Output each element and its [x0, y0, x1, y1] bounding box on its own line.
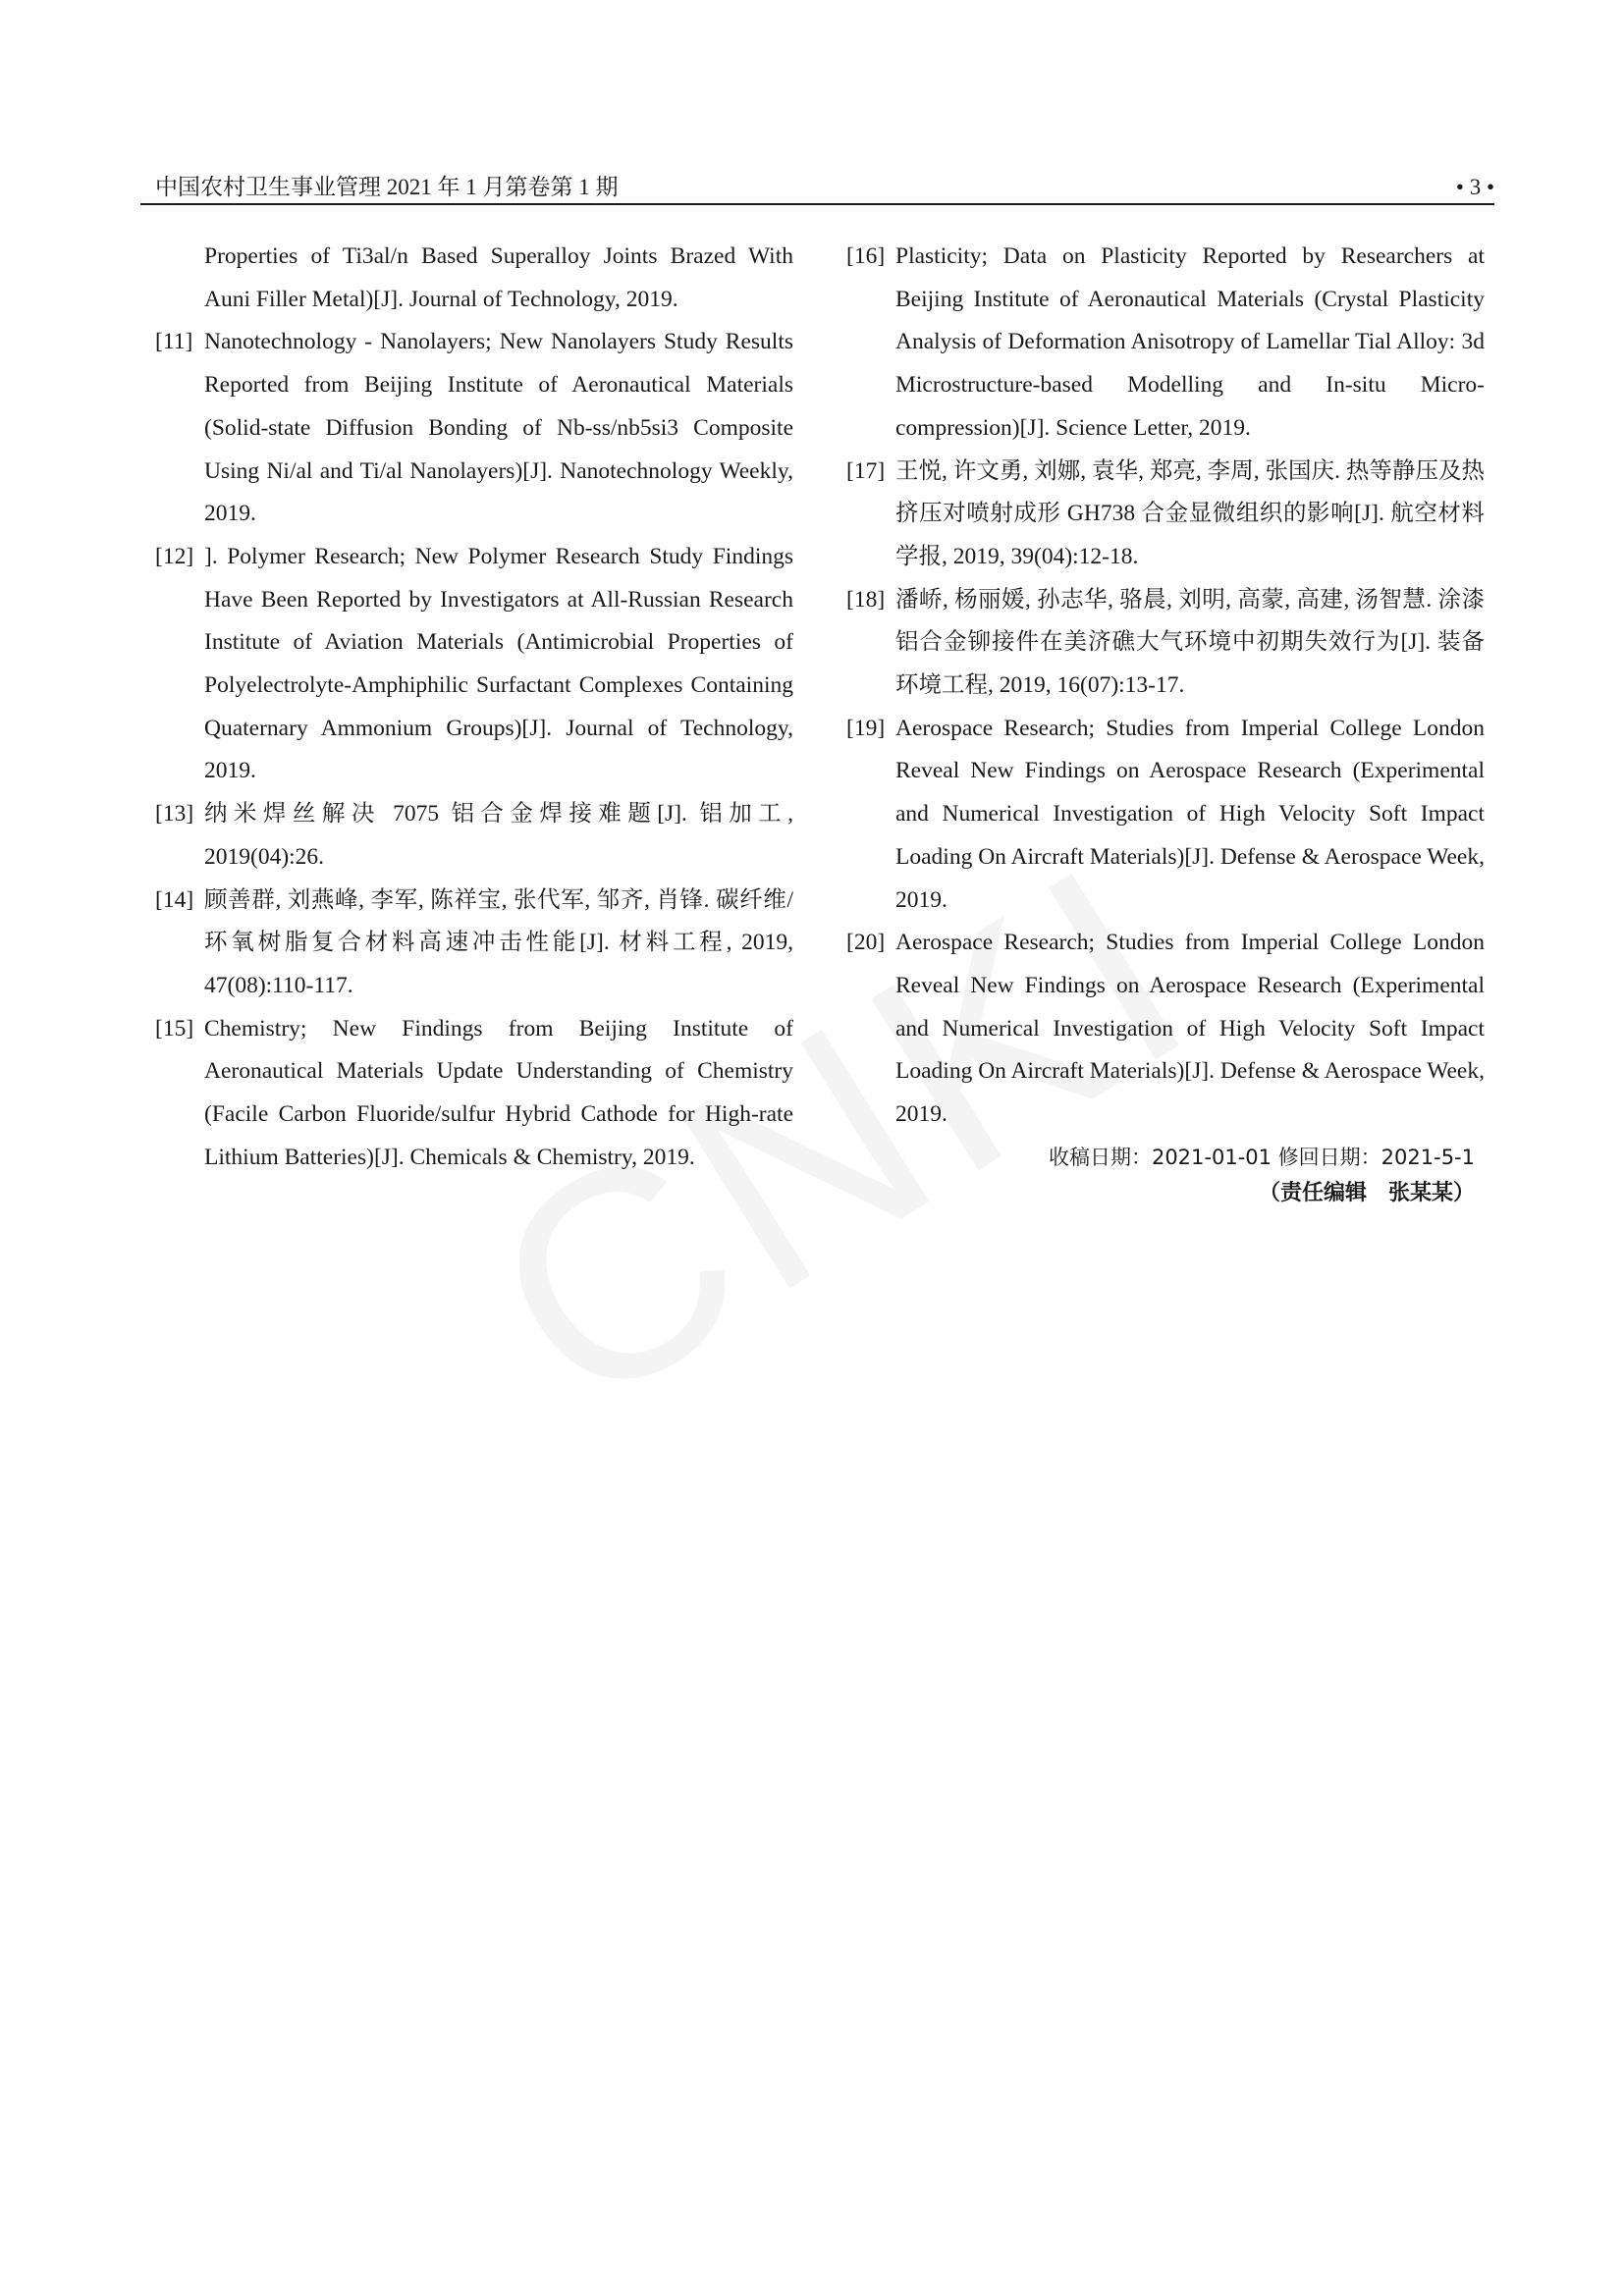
reference-number: [15]: [155, 1015, 194, 1041]
reference-text: Plasticity; Data on Plasticity Reported by Researchers at Beijing Institute of Aeronautical Materials (Crystal Plasticity Analysis of Deformation Anisotropy of Lamellar Tial Alloy: 3d Microstructure-based Modelling and In-situ Micro-compression)[J]. Science Letter, 2019.: [895, 243, 1485, 441]
reference-item: [846, 579, 1485, 708]
responsible-editor: （责任编辑 张某某）: [1258, 1180, 1475, 1205]
reference-number: [18]: [846, 586, 886, 613]
reference-item: [846, 236, 1485, 451]
reference-item: [846, 451, 1485, 579]
reference-text: 潘峤, 杨丽媛, 孙志华, 骆晨, 刘明, 高蒙, 高建, 汤智慧. 涂漆铝合金铆接件在美济礁大气环境中初期失效行为[J]. 装备环境工程, 2019, 16(07):13-17.: [895, 586, 1485, 699]
header-rule: [140, 203, 1494, 205]
reference-text: 王悦, 许文勇, 刘娜, 袁华, 郑亮, 李周, 张国庆. 热等静压及热挤压对喷射成形 GH738 合金显微组织的影响[J]. 航空材料学报, 2019, 39(04):12-18.: [895, 457, 1485, 569]
reference-number: [12]: [155, 543, 194, 569]
reference-text: 顾善群, 刘燕峰, 李军, 陈祥宝, 张代军, 邹齐, 肖锋. 碳纤维/环氧树脂复合材料高速冲击性能[J]. 材料工程, 2019, 47(08):110-117.: [204, 886, 793, 998]
received-dates: 收稿日期：2021-01-01 修回日期：2021-5-1: [1048, 1145, 1475, 1169]
left-column: [155, 236, 793, 1179]
right-column: [846, 236, 1485, 1211]
reference-number: [20]: [846, 930, 886, 956]
page-number: • 3 •: [1455, 175, 1494, 199]
reference-number: [13]: [155, 801, 194, 828]
reference-text: Properties of Ti3al/n Based Superalloy Joints Brazed With Auni Filler Metal)[J]. Journal of Technology, 2019.: [204, 243, 793, 312]
journal-title: 中国农村卫生事业管理 2021 年 1 月第卷第 1 期: [155, 175, 619, 199]
reference-item: [155, 321, 793, 536]
reference-item: [155, 880, 793, 1008]
reference-item: [155, 236, 793, 321]
reference-text: 纳米焊丝解决 7075 铝合金焊接难题[J]. 铝加工, 2019(04):26.: [204, 801, 793, 870]
reference-text: Aerospace Research; Studies from Imperial College London Reveal New Findings on Aerospace Research (Experimental and Numerical Investigation of High Velocity Soft Impact Loading On Aircraft Materials)[J]. Defense & Aerospace Week, 2019.: [895, 715, 1485, 913]
reference-item: [155, 536, 793, 793]
reference-text: Nanotechnology - Nanolayers; New Nanolayers Study Results Reported from Beijing Institute of Aeronautical Materials (Solid-state Diffusion Bonding of Nb-ss/nb5si3 Composite Using Ni/al and Ti/al Nanolayers)[J]. Nanotechnology Weekly, 2019.: [204, 329, 793, 527]
reference-number: [14]: [155, 886, 194, 913]
reference-text: Aerospace Research; Studies from Imperial College London Reveal New Findings on Aerospace Research (Experimental and Numerical Investigation of High Velocity Soft Impact Loading On Aircraft Materials)[J]. Defense & Aerospace Week, 2019.: [895, 930, 1485, 1128]
reference-item: [155, 1008, 793, 1180]
reference-number: [11]: [155, 329, 193, 355]
reference-text: Chemistry; New Findings from Beijing Institute of Aeronautical Materials Update Understanding of Chemistry (Facile Carbon Fluoride/sulfur Hybrid Cathode for High-rate Lithium Batteries)[J]. Chemicals & Chemistry, 2019.: [204, 1015, 793, 1170]
reference-item: [846, 922, 1485, 1137]
reference-item: [155, 793, 793, 879]
reference-number: [19]: [846, 715, 886, 741]
reference-number: [17]: [846, 457, 886, 484]
reference-text: ]. Polymer Research; New Polymer Research Study Findings Have Been Reported by Investigators at All-Russian Research Institute of Aviation Materials (Antimicrobial Properties of Polyelectrolyte-Amphiphilic Surfactant Complexes Containing Quaternary Ammonium Groups)[J]. Journal of Technology, 2019.: [204, 543, 793, 784]
reference-number: [16]: [846, 243, 886, 269]
reference-item: [846, 708, 1485, 923]
running-header: [155, 171, 1494, 204]
